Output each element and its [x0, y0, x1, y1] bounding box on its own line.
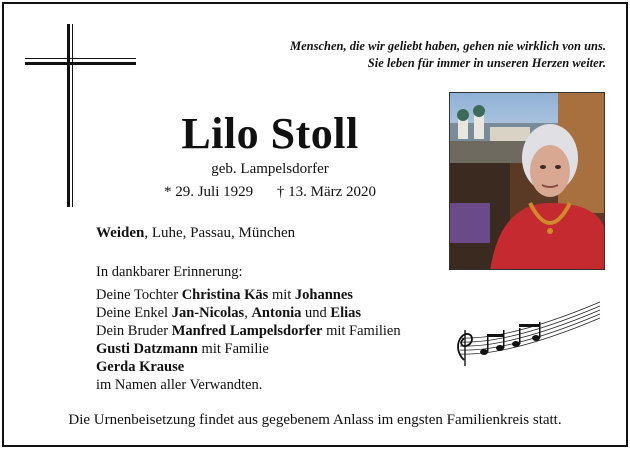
mourner-text: mit — [268, 287, 295, 303]
mourner-name: Jan-Nicolas — [171, 305, 245, 321]
deceased-name: Lilo Stoll — [181, 109, 359, 158]
place-others: , Luhe, Passau, München — [144, 225, 296, 241]
mourner-name: Manfred Lampelsdorfer — [171, 323, 323, 339]
mourner-line: im Namen aller Verwandten. — [96, 377, 263, 393]
mourner-text: Deine Tochter — [96, 287, 182, 303]
life-dates — [110, 184, 430, 201]
mourner-text: Dein Bruder — [96, 323, 172, 339]
mourner-name: Christina Käs — [181, 287, 269, 303]
birth-date: * 29. Juli 1929 — [163, 184, 254, 200]
remembrance-intro: In dankbarer Erinnerung: — [96, 264, 243, 280]
mourner-line — [96, 304, 401, 322]
death-date: † 13. März 2020 — [276, 184, 377, 200]
mourner-text: und — [301, 305, 331, 321]
mourner-name: Antonia — [251, 305, 302, 321]
mourner-name: Gusti Datzmann — [96, 341, 198, 357]
mourner-name: Johannes — [294, 287, 353, 303]
mourners-list — [96, 286, 401, 394]
mourner-text: mit Familie — [197, 341, 269, 357]
place-main: Weiden — [96, 225, 145, 241]
birth-name: geb. Lampelsdorfer — [211, 161, 329, 177]
mourner-line — [96, 286, 401, 304]
portrait-photo — [449, 92, 605, 270]
quote-line-1: Menschen, die wir geliebt haben, gehen nie wirklich von uns. — [289, 39, 606, 53]
quote — [186, 38, 606, 72]
mourner-text: Deine Enkel — [96, 305, 172, 321]
mourner-line — [96, 358, 401, 376]
places — [96, 225, 295, 242]
mourner-name: Elias — [330, 305, 362, 321]
music-notes-icon — [450, 300, 605, 372]
burial-notice: Die Urnenbeisetzung findet aus gegebenem Anlass im engsten Familienkreis statt. — [68, 412, 562, 428]
mourner-text: mit Familien — [322, 323, 401, 339]
mourner-line — [96, 340, 401, 358]
mourner-name: Gerda Krause — [96, 359, 185, 375]
quote-line-2: Sie leben für immer in unseren Herzen weiter. — [367, 56, 606, 70]
mourner-line — [96, 322, 401, 340]
mourner-text: , — [244, 305, 252, 321]
